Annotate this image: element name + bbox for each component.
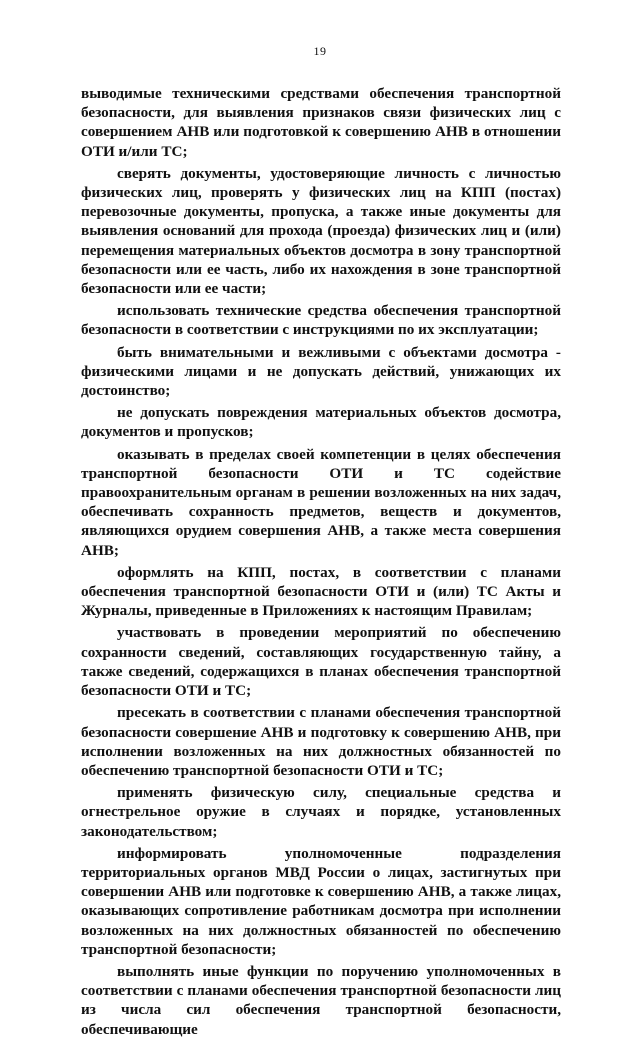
paragraph-inform-mvd: информировать уполномоченные подразделения территориальных органов МВД России о лицах, застигнутых при совершении АНВ или подготовке к совершению АНВ, а также лицах, оказывающих сопротивление работникам досмотра при исполнении возложенных на них должностных обязанностей по обеспечению транспортной безопасности; [81, 844, 561, 958]
paragraph-no-damage: не допускать повреждения материальных объектов досмотра, документов и пропусков; [81, 404, 561, 441]
page-number: 19 [313, 44, 327, 58]
paragraph-other-functions: выполнять иные функции по поручению уполномоченных в соответствии с планами обеспечения транспортной безопасности лиц из числа сил обеспечения транспортной безопасности, обеспечивающие [81, 962, 561, 1038]
paragraph-verify-documents: сверять документы, удостоверяющие личность с личностью физических лиц, проверять у физических лиц на КПП (постах) перевозочные документы, пропуска, а также иные документы для выявления оснований для прохода (проезда) физических лиц и (или) перемещения материальных объектов досмотра в зону транспортной безопасности или ее часть, либо их нахождения в зоне транспортной безопасности или ее части; [81, 164, 561, 298]
paragraph-assist-law-enforcement: оказывать в пределах своей компетенции в целях обеспечения транспортной безопасности ОТИ и ТС содействие правоохранительным органам в решении возложенных на них задач, обеспечивать сохранность предметов, веществ и документов, являющихся орудием совершения АНВ, а также места совершения АНВ; [81, 445, 561, 559]
paragraph-use-force: применять физическую силу, специальные средства и огнестрельное оружие в случаях и порядке, установленных законодательством; [81, 784, 561, 840]
paragraph-use-technical-means: использовать технические средства обеспечения транспортной безопасности в соответствии с инструкциями по их эксплуатации; [81, 302, 561, 339]
paragraph-issue-acts: оформлять на КПП, постах, в соответствии с планами обеспечения транспортной безопасности ОТИ и (или) ТС Акты и Журналы, приведенные в Приложениях к настоящим Правилам; [81, 563, 561, 620]
document-body [81, 84, 561, 1042]
paragraph-protect-secrets: участвовать в проведении мероприятий по обеспечению сохранности сведений, составляющих государственную тайну, а также сведений, содержащихся в планах обеспечения транспортной безопасности ОТИ и ТС; [81, 624, 561, 700]
paragraph-be-polite: быть внимательными и вежливыми с объектами досмотра - физическими лицами и не допускать действий, унижающих их достоинство; [81, 343, 561, 400]
paragraph-continuation: выводимые техническими средствами обеспечения транспортной безопасности, для выявления признаков связи физических лиц с совершением АНВ или подготовкой к совершению АНВ в отношении ОТИ и/или ТС; [81, 85, 561, 160]
paragraph-suppress-anv: пресекать в соответствии с планами обеспечения транспортной безопасности совершение АНВ и подготовку к совершению АНВ, при исполнении возложенных на них должностных обязанностей по обеспечению транспортной безопасности ОТИ и ТС; [81, 704, 561, 779]
